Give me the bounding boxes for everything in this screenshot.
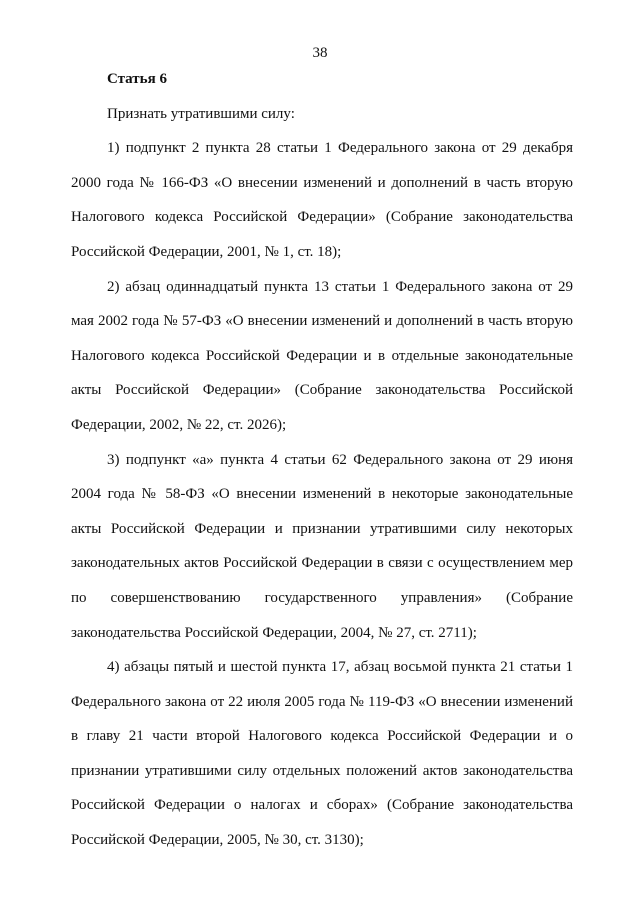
article-item-4: 4) абзацы пятый и шестой пункта 17, абзац восьмой пункта 21 статьи 1 Федерального закона от 22 июля 2005 года № 119-ФЗ «О внесении изменений в главу 21 части второй Налогового кодекса Российской Федерации и о признании утратившими силу отдельных положений актов законодательства Российской Федерации о налогах и сборах» (Собрание законодательства Российской Федерации, 2005, № 30, ст. 3130); [71, 659, 573, 849]
document-body [71, 62, 573, 858]
article-item-1: 1) подпункт 2 пункта 28 статьи 1 Федерального закона от 29 декабря 2000 года № 166-ФЗ «О внесении изменений и дополнений в часть вторую Налогового кодекса Российской Федерации» (Собрание законодательства Российской Федерации, 2001, № 1, ст. 18); [71, 140, 573, 260]
article-intro: Признать утратившими силу: [107, 105, 295, 122]
page-number: 38 [312, 45, 328, 61]
article-item-2: 2) абзац одиннадцатый пункта 13 статьи 1 Федерального закона от 29 мая 2002 года № 57-ФЗ «О внесении изменений и дополнений в часть вторую Налогового кодекса Российской Федерации и в отдельные законодательные акты Российской Федерации» (Собрание законодательства Российской Федерации, 2002, № 22, ст. 2026); [71, 278, 573, 433]
article-heading: Статья 6 [107, 71, 167, 87]
article-item-3: 3) подпункт «а» пункта 4 статьи 62 Федерального закона от 29 июня 2004 года № 58-ФЗ «О внесении изменений в некоторые законодательные акты Российской Федерации и признании утратившими силу некоторых законодательных актов Российской Федерации в связи с осуществлением мер по совершенствованию государственного управления» (Собрание законодательства Российской Федерации, 2004, № 27, ст. 2711); [71, 451, 573, 641]
